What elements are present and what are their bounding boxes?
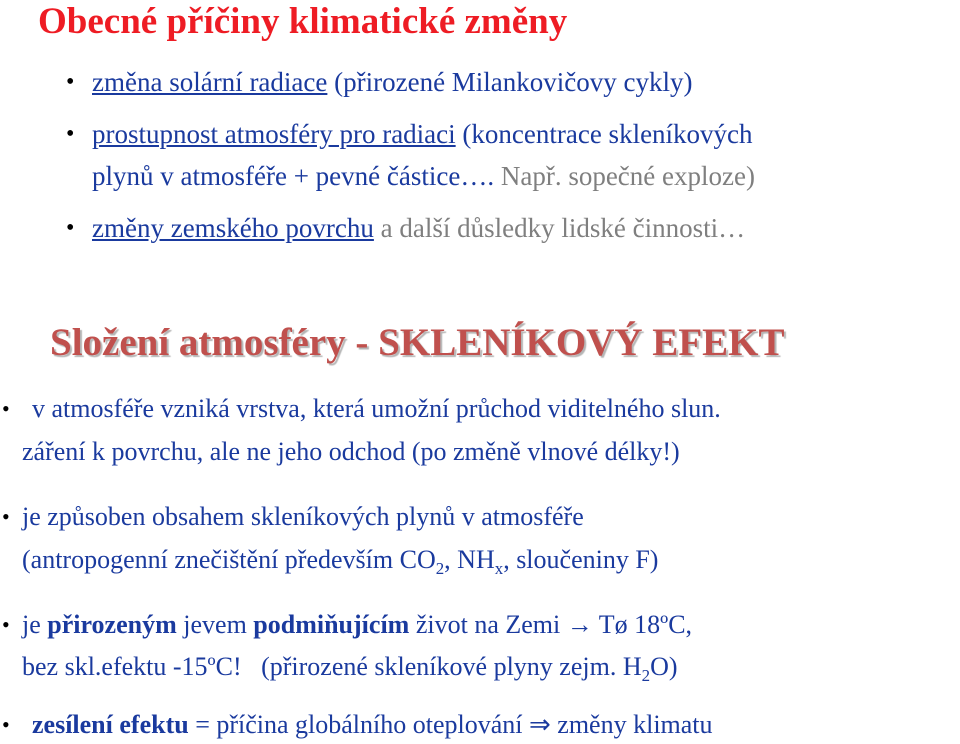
effect-text-bold: podmiňujícím — [253, 610, 410, 639]
cause-surface-link[interactable]: změny zemského povrchu — [92, 213, 374, 243]
bullet-icon: • — [2, 396, 10, 421]
effect-item-layer-line2: záření k povrchu, ale ne jeho odchod (po změně vlnové délky!) — [22, 437, 680, 466]
implies-arrow-icon: ⇒ — [529, 710, 551, 739]
bullet-icon: • — [66, 69, 75, 95]
subscript: 2 — [641, 665, 651, 685]
effect-text: bez skl.efektu -15ºC! (přirozené skleníkové plyny zejm. H — [22, 652, 642, 681]
cause-item-atmosphere-line2 — [92, 160, 755, 192]
cause-solar-link[interactable]: změna solární radiace — [92, 67, 328, 97]
cause-surface-text: a další důsledky lidské činnosti… — [373, 213, 746, 243]
effect-text: , NH — [444, 545, 495, 574]
cause-atmosphere-text-2: plynů v atmosféře + pevné částice…. — [92, 161, 501, 191]
cause-solar-text: (přirozené Milankovičovy cykly) — [327, 67, 693, 97]
effect-text: je — [22, 610, 48, 639]
bullet-icon: • — [2, 712, 10, 737]
cause-atmosphere-text: (koncentrace skleníkových — [455, 119, 753, 149]
cause-item-atmosphere — [66, 118, 753, 150]
cause-item-solar — [66, 66, 693, 98]
bullet-icon: • — [2, 504, 10, 529]
effect-text-bold: přirozeným — [47, 610, 177, 639]
subscript: x — [494, 558, 504, 578]
cause-atmosphere-example: Např. sopečné exploze) — [500, 161, 755, 191]
page-title: Obecné příčiny klimatické změny — [38, 1, 568, 42]
effect-item-natural-line2 — [22, 651, 678, 685]
effect-item-cause: je způsoben obsahem skleníkových plynů v atmosféře — [22, 502, 584, 531]
cause-item-surface — [66, 212, 746, 244]
bullet-icon: • — [66, 121, 75, 147]
cause-atmosphere-link[interactable]: prostupnost atmosféry pro radiaci — [92, 119, 456, 149]
effect-text: = příčina globálního oteplování — [188, 710, 529, 739]
effect-text-bold: zesílení efektu — [32, 710, 189, 739]
effect-text: změny klimatu — [550, 710, 713, 739]
effect-text: (antropogenní znečištění především CO — [22, 545, 436, 574]
effect-text: O) — [650, 652, 678, 681]
effect-item-amplification — [32, 709, 713, 740]
section-title-greenhouse: Složení atmosféry - SKLENÍKOVÝ EFEKT — [50, 321, 785, 364]
effect-item-layer: v atmosféře vzniká vrstva, která umožní průchod viditelného slun. — [32, 394, 721, 423]
effect-text: , sloučeniny F) — [503, 545, 659, 574]
effect-item-cause-line2 — [22, 544, 659, 578]
effect-text: život na Zemi — [409, 610, 567, 639]
arrow-right-icon: → — [566, 610, 593, 639]
bullet-icon: • — [2, 612, 10, 637]
effect-text: jevem — [176, 610, 254, 639]
subscript: 2 — [435, 558, 445, 578]
effect-text: Tø 18ºC, — [592, 610, 693, 639]
effect-item-natural — [22, 609, 692, 640]
bullet-icon: • — [66, 215, 75, 241]
